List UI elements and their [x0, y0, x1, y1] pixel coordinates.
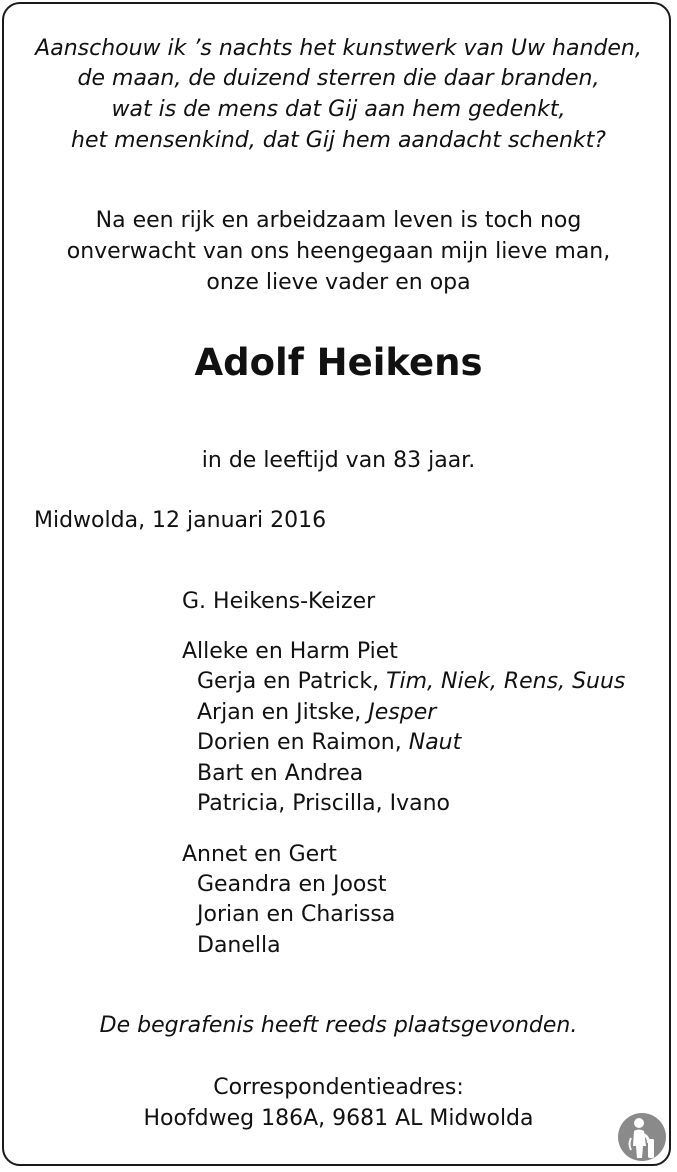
family-group2-member: Danella — [197, 933, 281, 958]
member-names: Dorien en Raimon, — [197, 730, 402, 755]
member-names: Arjan en Jitske, — [197, 700, 362, 725]
family-group1-member — [197, 728, 461, 758]
member-names: Bart en Andrea — [197, 761, 364, 786]
announcement-line-2: onverwacht van ons heengegaan mijn lieve man, — [66, 239, 611, 264]
poem-line-2: de maan, de duizend sterren die daar branden, — [77, 66, 600, 91]
family-group2-member: Jorian en Charissa — [197, 902, 396, 927]
family-group1-member — [197, 667, 625, 697]
member-grandchildren: Jesper — [368, 700, 437, 725]
poem-line-4: het mensenkind, dat Gij hem aandacht schenkt? — [71, 128, 606, 153]
family-group1-head: Alleke en Harm Piet — [182, 639, 398, 664]
correspondence-label: Correspondentieadres: — [213, 1075, 464, 1100]
family-group2-head: Annet en Gert — [182, 842, 337, 867]
family-group1-member — [197, 759, 363, 789]
poem-line-3: wat is de mens dat Gij aan hem gedenkt, — [111, 97, 566, 122]
family-spouse: G. Heikens-Keizer — [182, 589, 376, 614]
obituary-card — [2, 2, 671, 1166]
poem-line-1: Aanschouw ik ’s nachts het kunstwerk van Uw handen, — [35, 36, 642, 61]
announcement-line-3: onze lieve vader en opa — [206, 270, 471, 295]
correspondence-address: Hoofdweg 186A, 9681 AL Midwolda — [143, 1106, 534, 1131]
family-group2-member: Geandra en Joost — [197, 872, 387, 897]
announcement-line-1: Na een rijk en arbeidzaam leven is toch nog — [95, 208, 582, 233]
member-names: Patricia, Priscilla, Ivano — [197, 791, 451, 816]
family-group1-member — [197, 789, 450, 819]
member-names: Gerja en Patrick, — [197, 669, 380, 694]
family-group1-member — [197, 698, 436, 728]
place-date: Midwolda, 12 januari 2016 — [34, 508, 327, 533]
member-grandchildren: Naut — [408, 730, 462, 755]
deceased-name: Adolf Heikens — [194, 341, 483, 384]
memorial-figure-icon — [617, 1112, 667, 1162]
age-line: in de leeftijd van 83 jaar. — [201, 448, 476, 473]
member-grandchildren: Tim, Niek, Rens, Suus — [386, 669, 626, 694]
funeral-note: De begrafenis heeft reeds plaatsgevonden. — [99, 1013, 578, 1038]
